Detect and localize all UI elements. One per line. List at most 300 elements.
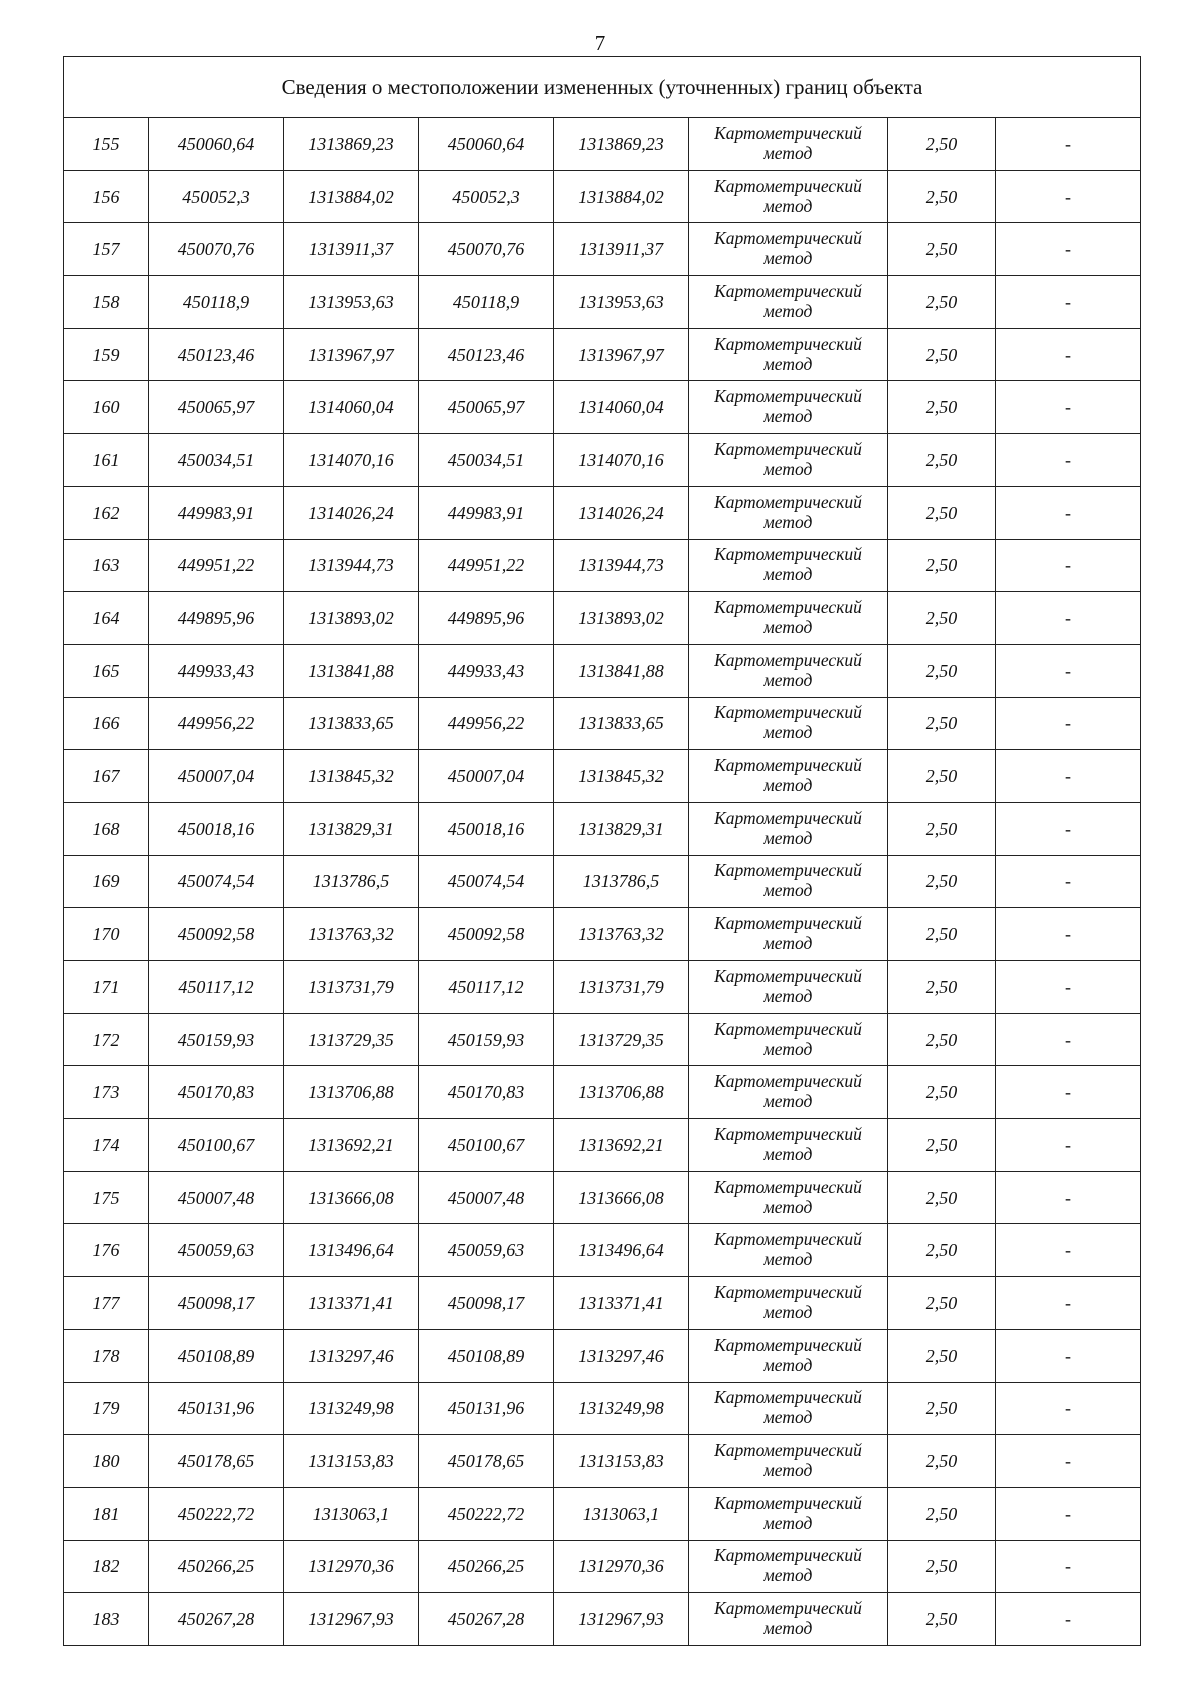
note-cell: -: [996, 1224, 1141, 1277]
x-coordinate-new-cell: 449895,96: [419, 592, 554, 645]
table-row: [64, 1329, 1141, 1382]
method-name-line: Картометрический: [714, 1598, 862, 1619]
method-name-line: Картометрический: [714, 544, 862, 565]
y-coordinate-old-cell: 1313371,41: [284, 1277, 419, 1330]
method-cell: [689, 1382, 888, 1435]
method-word-line: метод: [763, 933, 813, 954]
method-cell: [689, 802, 888, 855]
table-row: [64, 486, 1141, 539]
y-coordinate-new-cell: 1313763,32: [554, 908, 689, 961]
y-coordinate-new-cell: 1313692,21: [554, 1119, 689, 1172]
note-cell: -: [996, 1382, 1141, 1435]
x-coordinate-old-cell: 450222,72: [149, 1487, 284, 1540]
note-cell: -: [996, 855, 1141, 908]
table-row: [64, 802, 1141, 855]
x-coordinate-new-cell: 450170,83: [419, 1066, 554, 1119]
method-word-line: метод: [763, 880, 813, 901]
accuracy-cell: 2,50: [888, 961, 996, 1014]
point-number-cell: 160: [64, 381, 149, 434]
y-coordinate-new-cell: 1313869,23: [554, 118, 689, 171]
method-word-line: метод: [763, 722, 813, 743]
x-coordinate-new-cell: 450007,04: [419, 750, 554, 803]
method-name-line: Картометрический: [714, 597, 862, 618]
point-number-cell: 183: [64, 1593, 149, 1646]
x-coordinate-new-cell: 449956,22: [419, 697, 554, 750]
y-coordinate-new-cell: 1313371,41: [554, 1277, 689, 1330]
accuracy-cell: 2,50: [888, 908, 996, 961]
method-cell: [689, 118, 888, 171]
point-number-cell: 155: [64, 118, 149, 171]
method-cell: [689, 539, 888, 592]
x-coordinate-new-cell: 449951,22: [419, 539, 554, 592]
note-cell: -: [996, 118, 1141, 171]
method-name-line: Картометрический: [714, 807, 862, 828]
method-word-line: метод: [763, 1618, 813, 1639]
accuracy-cell: 2,50: [888, 1224, 996, 1277]
y-coordinate-old-cell: 1313833,65: [284, 697, 419, 750]
y-coordinate-new-cell: 1313731,79: [554, 961, 689, 1014]
x-coordinate-new-cell: 450074,54: [419, 855, 554, 908]
y-coordinate-new-cell: 1313841,88: [554, 644, 689, 697]
y-coordinate-new-cell: 1313706,88: [554, 1066, 689, 1119]
y-coordinate-old-cell: 1314070,16: [284, 434, 419, 487]
method-word-line: метод: [763, 1091, 813, 1112]
accuracy-cell: 2,50: [888, 802, 996, 855]
method-cell: [689, 1171, 888, 1224]
method-cell: [689, 1224, 888, 1277]
note-cell: -: [996, 908, 1141, 961]
method-word-line: метод: [763, 1038, 813, 1059]
x-coordinate-old-cell: 450070,76: [149, 223, 284, 276]
method-word-line: метод: [763, 1143, 813, 1164]
method-word-line: метод: [763, 827, 813, 848]
x-coordinate-new-cell: 450108,89: [419, 1329, 554, 1382]
y-coordinate-new-cell: 1313063,1: [554, 1487, 689, 1540]
method-name-line: Картометрический: [714, 280, 862, 301]
note-cell: -: [996, 170, 1141, 223]
y-coordinate-old-cell: 1313297,46: [284, 1329, 419, 1382]
method-name-line: Картометрический: [714, 1334, 862, 1355]
y-coordinate-new-cell: 1313496,64: [554, 1224, 689, 1277]
method-name-line: Картометрический: [714, 491, 862, 512]
note-cell: -: [996, 1435, 1141, 1488]
accuracy-cell: 2,50: [888, 539, 996, 592]
point-number-cell: 162: [64, 486, 149, 539]
table-row: [64, 223, 1141, 276]
note-cell: -: [996, 1066, 1141, 1119]
table-row: [64, 1487, 1141, 1540]
point-number-cell: 169: [64, 855, 149, 908]
x-coordinate-old-cell: 450178,65: [149, 1435, 284, 1488]
point-number-cell: 178: [64, 1329, 149, 1382]
note-cell: -: [996, 1277, 1141, 1330]
table-caption: Сведения о местоположении измененных (уточненных) границ объекта: [64, 57, 1141, 118]
table-row: [64, 961, 1141, 1014]
x-coordinate-new-cell: 450266,25: [419, 1540, 554, 1593]
method-word-line: метод: [763, 1249, 813, 1270]
table-row: [64, 1066, 1141, 1119]
x-coordinate-old-cell: 450108,89: [149, 1329, 284, 1382]
x-coordinate-old-cell: 450060,64: [149, 118, 284, 171]
method-name-line: Картометрический: [714, 702, 862, 723]
method-word-line: метод: [763, 1301, 813, 1322]
method-cell: [689, 592, 888, 645]
x-coordinate-new-cell: 450117,12: [419, 961, 554, 1014]
method-name-line: Картометрический: [714, 386, 862, 407]
method-cell: [689, 1487, 888, 1540]
table-row: [64, 1224, 1141, 1277]
table-row: [64, 1435, 1141, 1488]
method-word-line: метод: [763, 511, 813, 532]
table-caption-row: [64, 57, 1141, 118]
method-name-line: Картометрический: [714, 1440, 862, 1461]
page-number: 7: [594, 31, 606, 55]
point-number-cell: 171: [64, 961, 149, 1014]
note-cell: -: [996, 539, 1141, 592]
method-cell: [689, 1066, 888, 1119]
note-cell: -: [996, 1119, 1141, 1172]
y-coordinate-old-cell: 1313731,79: [284, 961, 419, 1014]
method-name-line: Картометрический: [714, 122, 862, 143]
point-number-cell: 173: [64, 1066, 149, 1119]
method-cell: [689, 223, 888, 276]
x-coordinate-old-cell: 450266,25: [149, 1540, 284, 1593]
method-word-line: метод: [763, 985, 813, 1006]
y-coordinate-new-cell: 1313833,65: [554, 697, 689, 750]
y-coordinate-new-cell: 1313953,63: [554, 276, 689, 329]
point-number-cell: 156: [64, 170, 149, 223]
method-word-line: метод: [763, 1354, 813, 1375]
y-coordinate-new-cell: 1313893,02: [554, 592, 689, 645]
method-name-line: Картометрический: [714, 913, 862, 934]
y-coordinate-old-cell: 1313893,02: [284, 592, 419, 645]
method-word-line: метод: [763, 1512, 813, 1533]
method-cell: [689, 961, 888, 1014]
y-coordinate-old-cell: 1312967,93: [284, 1593, 419, 1646]
table-body: [64, 118, 1141, 1646]
method-cell: [689, 1013, 888, 1066]
x-coordinate-old-cell: 450092,58: [149, 908, 284, 961]
method-word-line: метод: [763, 248, 813, 269]
y-coordinate-old-cell: 1313953,63: [284, 276, 419, 329]
table-row: [64, 1593, 1141, 1646]
x-coordinate-old-cell: 450267,28: [149, 1593, 284, 1646]
x-coordinate-new-cell: 450159,93: [419, 1013, 554, 1066]
y-coordinate-new-cell: 1313297,46: [554, 1329, 689, 1382]
method-cell: [689, 486, 888, 539]
y-coordinate-old-cell: 1313967,97: [284, 328, 419, 381]
method-name-line: Картометрический: [714, 649, 862, 670]
method-cell: [689, 434, 888, 487]
method-name-line: Картометрический: [714, 1281, 862, 1302]
y-coordinate-old-cell: 1313692,21: [284, 1119, 419, 1172]
x-coordinate-new-cell: 450123,46: [419, 328, 554, 381]
note-cell: -: [996, 223, 1141, 276]
y-coordinate-old-cell: 1313063,1: [284, 1487, 419, 1540]
note-cell: -: [996, 1013, 1141, 1066]
note-cell: -: [996, 1593, 1141, 1646]
point-number-cell: 179: [64, 1382, 149, 1435]
table-row: [64, 1171, 1141, 1224]
note-cell: -: [996, 592, 1141, 645]
note-cell: -: [996, 1329, 1141, 1382]
method-word-line: метод: [763, 142, 813, 163]
method-word-line: метод: [763, 669, 813, 690]
y-coordinate-old-cell: 1313841,88: [284, 644, 419, 697]
y-coordinate-old-cell: 1313249,98: [284, 1382, 419, 1435]
method-name-line: Картометрический: [714, 1229, 862, 1250]
method-name-line: Картометрический: [714, 755, 862, 776]
y-coordinate-new-cell: 1313829,31: [554, 802, 689, 855]
x-coordinate-new-cell: 449933,43: [419, 644, 554, 697]
point-number-cell: 174: [64, 1119, 149, 1172]
point-number-cell: 166: [64, 697, 149, 750]
method-cell: [689, 1277, 888, 1330]
accuracy-cell: 2,50: [888, 434, 996, 487]
x-coordinate-new-cell: 450267,28: [419, 1593, 554, 1646]
x-coordinate-new-cell: 450100,67: [419, 1119, 554, 1172]
method-cell: [689, 1540, 888, 1593]
table-row: [64, 1013, 1141, 1066]
accuracy-cell: 2,50: [888, 223, 996, 276]
accuracy-cell: 2,50: [888, 118, 996, 171]
point-number-cell: 158: [64, 276, 149, 329]
table-row: [64, 434, 1141, 487]
y-coordinate-new-cell: 1313249,98: [554, 1382, 689, 1435]
accuracy-cell: 2,50: [888, 381, 996, 434]
method-word-line: метод: [763, 1407, 813, 1428]
accuracy-cell: 2,50: [888, 1540, 996, 1593]
note-cell: -: [996, 1487, 1141, 1540]
accuracy-cell: 2,50: [888, 170, 996, 223]
y-coordinate-old-cell: 1313496,64: [284, 1224, 419, 1277]
x-coordinate-new-cell: 450118,9: [419, 276, 554, 329]
x-coordinate-old-cell: 450052,3: [149, 170, 284, 223]
accuracy-cell: 2,50: [888, 750, 996, 803]
method-name-line: Картометрический: [714, 1545, 862, 1566]
x-coordinate-old-cell: 450117,12: [149, 961, 284, 1014]
method-cell: [689, 644, 888, 697]
method-word-line: метод: [763, 1196, 813, 1217]
y-coordinate-old-cell: 1313666,08: [284, 1171, 419, 1224]
accuracy-cell: 2,50: [888, 328, 996, 381]
y-coordinate-old-cell: 1313884,02: [284, 170, 419, 223]
accuracy-cell: 2,50: [888, 1487, 996, 1540]
x-coordinate-old-cell: 449983,91: [149, 486, 284, 539]
accuracy-cell: 2,50: [888, 1277, 996, 1330]
method-name-line: Картометрический: [714, 965, 862, 986]
x-coordinate-old-cell: 450018,16: [149, 802, 284, 855]
method-cell: [689, 697, 888, 750]
method-cell: [689, 1593, 888, 1646]
point-number-cell: 167: [64, 750, 149, 803]
method-cell: [689, 750, 888, 803]
x-coordinate-new-cell: 450059,63: [419, 1224, 554, 1277]
x-coordinate-old-cell: 450131,96: [149, 1382, 284, 1435]
method-name-line: Картометрический: [714, 1123, 862, 1144]
accuracy-cell: 2,50: [888, 697, 996, 750]
table-row: [64, 592, 1141, 645]
y-coordinate-old-cell: 1313911,37: [284, 223, 419, 276]
y-coordinate-new-cell: 1313944,73: [554, 539, 689, 592]
y-coordinate-old-cell: 1313829,31: [284, 802, 419, 855]
accuracy-cell: 2,50: [888, 1329, 996, 1382]
point-number-cell: 180: [64, 1435, 149, 1488]
table-row: [64, 1382, 1141, 1435]
method-name-line: Картометрический: [714, 333, 862, 354]
table-row: [64, 118, 1141, 171]
y-coordinate-new-cell: 1313786,5: [554, 855, 689, 908]
y-coordinate-new-cell: 1313666,08: [554, 1171, 689, 1224]
method-cell: [689, 908, 888, 961]
y-coordinate-new-cell: 1313911,37: [554, 223, 689, 276]
y-coordinate-old-cell: 1314026,24: [284, 486, 419, 539]
y-coordinate-old-cell: 1313729,35: [284, 1013, 419, 1066]
point-number-cell: 181: [64, 1487, 149, 1540]
point-number-cell: 159: [64, 328, 149, 381]
method-cell: [689, 1119, 888, 1172]
method-word-line: метод: [763, 1460, 813, 1481]
accuracy-cell: 2,50: [888, 276, 996, 329]
method-word-line: метод: [763, 195, 813, 216]
note-cell: -: [996, 381, 1141, 434]
table-row: [64, 908, 1141, 961]
point-number-cell: 170: [64, 908, 149, 961]
x-coordinate-old-cell: 449951,22: [149, 539, 284, 592]
accuracy-cell: 2,50: [888, 1013, 996, 1066]
y-coordinate-old-cell: 1313763,32: [284, 908, 419, 961]
point-number-cell: 177: [64, 1277, 149, 1330]
x-coordinate-old-cell: 450007,04: [149, 750, 284, 803]
method-name-line: Картометрический: [714, 438, 862, 459]
y-coordinate-new-cell: 1314060,04: [554, 381, 689, 434]
note-cell: -: [996, 486, 1141, 539]
note-cell: -: [996, 276, 1141, 329]
point-number-cell: 163: [64, 539, 149, 592]
method-name-line: Картометрический: [714, 1492, 862, 1513]
table-row: [64, 855, 1141, 908]
table-row: [64, 381, 1141, 434]
point-number-cell: 175: [64, 1171, 149, 1224]
note-cell: -: [996, 328, 1141, 381]
method-word-line: метод: [763, 353, 813, 374]
point-number-cell: 176: [64, 1224, 149, 1277]
y-coordinate-old-cell: 1314060,04: [284, 381, 419, 434]
method-cell: [689, 855, 888, 908]
method-cell: [689, 1329, 888, 1382]
note-cell: -: [996, 802, 1141, 855]
method-name-line: Картометрический: [714, 1018, 862, 1039]
x-coordinate-new-cell: 450131,96: [419, 1382, 554, 1435]
x-coordinate-old-cell: 450159,93: [149, 1013, 284, 1066]
y-coordinate-old-cell: 1313944,73: [284, 539, 419, 592]
y-coordinate-new-cell: 1312967,93: [554, 1593, 689, 1646]
x-coordinate-old-cell: 449956,22: [149, 697, 284, 750]
method-name-line: Картометрический: [714, 175, 862, 196]
method-word-line: метод: [763, 300, 813, 321]
note-cell: -: [996, 1540, 1141, 1593]
x-coordinate-old-cell: 450170,83: [149, 1066, 284, 1119]
point-number-cell: 161: [64, 434, 149, 487]
method-word-line: метод: [763, 406, 813, 427]
y-coordinate-new-cell: 1313845,32: [554, 750, 689, 803]
x-coordinate-old-cell: 450059,63: [149, 1224, 284, 1277]
y-coordinate-old-cell: 1313786,5: [284, 855, 419, 908]
table-row: [64, 1119, 1141, 1172]
table-row: [64, 539, 1141, 592]
accuracy-cell: 2,50: [888, 592, 996, 645]
x-coordinate-old-cell: 450100,67: [149, 1119, 284, 1172]
x-coordinate-new-cell: 450098,17: [419, 1277, 554, 1330]
note-cell: -: [996, 434, 1141, 487]
y-coordinate-old-cell: 1312970,36: [284, 1540, 419, 1593]
accuracy-cell: 2,50: [888, 1066, 996, 1119]
table-row: [64, 170, 1141, 223]
x-coordinate-new-cell: 450034,51: [419, 434, 554, 487]
method-name-line: Картометрический: [714, 1387, 862, 1408]
y-coordinate-new-cell: 1314026,24: [554, 486, 689, 539]
x-coordinate-new-cell: 450222,72: [419, 1487, 554, 1540]
method-name-line: Картометрический: [714, 1071, 862, 1092]
x-coordinate-new-cell: 450092,58: [419, 908, 554, 961]
method-word-line: метод: [763, 1565, 813, 1586]
method-cell: [689, 328, 888, 381]
x-coordinate-new-cell: 450060,64: [419, 118, 554, 171]
x-coordinate-old-cell: 449933,43: [149, 644, 284, 697]
accuracy-cell: 2,50: [888, 855, 996, 908]
point-number-cell: 168: [64, 802, 149, 855]
x-coordinate-new-cell: 450007,48: [419, 1171, 554, 1224]
accuracy-cell: 2,50: [888, 1382, 996, 1435]
table-row: [64, 328, 1141, 381]
method-cell: [689, 276, 888, 329]
y-coordinate-new-cell: 1313729,35: [554, 1013, 689, 1066]
note-cell: -: [996, 697, 1141, 750]
y-coordinate-new-cell: 1314070,16: [554, 434, 689, 487]
x-coordinate-new-cell: 450018,16: [419, 802, 554, 855]
x-coordinate-new-cell: 450065,97: [419, 381, 554, 434]
x-coordinate-new-cell: 449983,91: [419, 486, 554, 539]
y-coordinate-new-cell: 1312970,36: [554, 1540, 689, 1593]
x-coordinate-old-cell: 450118,9: [149, 276, 284, 329]
note-cell: -: [996, 961, 1141, 1014]
method-word-line: метод: [763, 564, 813, 585]
x-coordinate-new-cell: 450052,3: [419, 170, 554, 223]
note-cell: -: [996, 750, 1141, 803]
method-name-line: Картометрический: [714, 860, 862, 881]
method-cell: [689, 381, 888, 434]
table-row: [64, 276, 1141, 329]
method-cell: [689, 170, 888, 223]
y-coordinate-new-cell: 1313884,02: [554, 170, 689, 223]
note-cell: -: [996, 644, 1141, 697]
method-name-line: Картометрический: [714, 1176, 862, 1197]
y-coordinate-new-cell: 1313967,97: [554, 328, 689, 381]
accuracy-cell: 2,50: [888, 1593, 996, 1646]
point-number-cell: 157: [64, 223, 149, 276]
point-number-cell: 165: [64, 644, 149, 697]
accuracy-cell: 2,50: [888, 1435, 996, 1488]
accuracy-cell: 2,50: [888, 1119, 996, 1172]
accuracy-cell: 2,50: [888, 644, 996, 697]
point-number-cell: 182: [64, 1540, 149, 1593]
x-coordinate-old-cell: 450074,54: [149, 855, 284, 908]
y-coordinate-new-cell: 1313153,83: [554, 1435, 689, 1488]
method-word-line: метод: [763, 775, 813, 796]
accuracy-cell: 2,50: [888, 486, 996, 539]
table-row: [64, 697, 1141, 750]
table-row: [64, 750, 1141, 803]
